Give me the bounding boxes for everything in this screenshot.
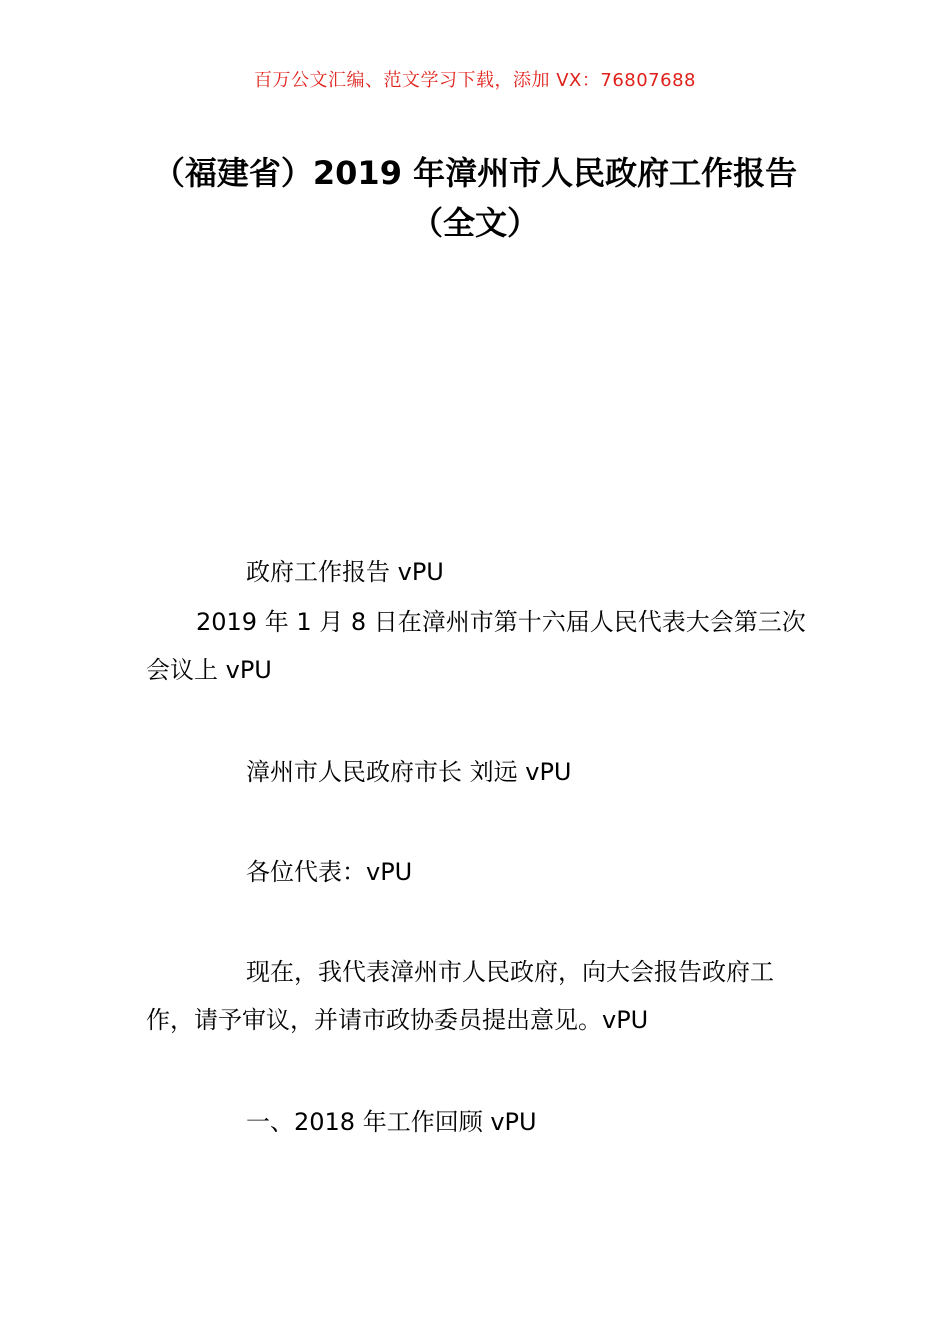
paragraph-salutation: 各位代表：vPU [246, 858, 413, 886]
paragraph-mayor: 漳州市人民政府市长 刘远 vPU [246, 758, 572, 786]
paragraph-report-label: 政府工作报告 vPU [246, 558, 444, 586]
document-title: （福建省）2019 年漳州市人民政府工作报告（全文） [152, 154, 798, 242]
section-heading-review: 一、2018 年工作回顾 vPU [246, 1108, 537, 1136]
paragraph-opening: 现在，我代表漳州市人民政府，向大会报告政府工作，请予审议，并请市政协委员提出意见。vPU [146, 958, 774, 1034]
header-note: 百万公文汇编、范文学习下载，添加 VX：76807688 [254, 70, 696, 91]
paragraph-meeting-date: 2019 年 1 月 8 日在漳州市第十六届人民代表大会第三次会议上 vPU [146, 608, 806, 684]
